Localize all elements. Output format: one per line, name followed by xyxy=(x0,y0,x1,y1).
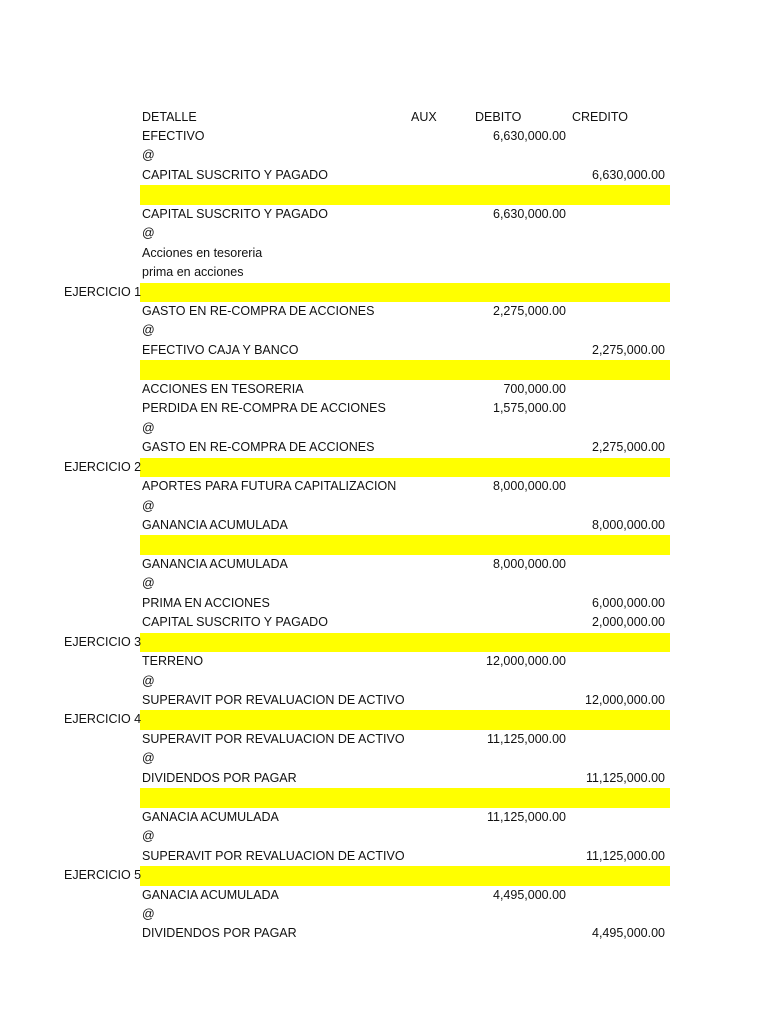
highlight-band xyxy=(140,283,670,303)
journal-row xyxy=(0,263,768,283)
journal-row xyxy=(0,574,768,594)
journal-row xyxy=(0,224,768,244)
account-detail: GASTO EN RE-COMPRA DE ACCIONES xyxy=(142,440,375,455)
journal-row xyxy=(0,302,768,322)
highlight-row xyxy=(0,866,768,886)
journal-row xyxy=(0,127,768,147)
account-detail: PRIMA EN ACCIONES xyxy=(142,595,270,610)
journal-row xyxy=(0,516,768,536)
highlight-band xyxy=(140,633,670,653)
credit-amount: 12,000,000.00 xyxy=(585,693,665,707)
highlight-band xyxy=(140,788,670,808)
highlight-row xyxy=(0,788,768,808)
exercise-label: EJERCICIO 1 xyxy=(64,284,142,299)
highlight-row xyxy=(0,283,768,303)
header-debito: DEBITO xyxy=(475,109,522,124)
journal-row xyxy=(0,321,768,341)
journal-row xyxy=(0,730,768,750)
account-detail: SUPERAVIT POR REVALUACION DE ACTIVO xyxy=(142,693,405,707)
account-detail: SUPERAVIT POR REVALUACION DE ACTIVO xyxy=(142,731,405,746)
journal-row xyxy=(0,672,768,692)
credit-amount: 4,495,000.00 xyxy=(592,926,665,941)
account-detail: CAPITAL SUSCRITO Y PAGADO xyxy=(142,167,328,182)
header-row xyxy=(0,108,768,128)
journal-row xyxy=(0,380,768,400)
highlight-band xyxy=(140,535,670,555)
exercise-label: EJERCICIO 4 xyxy=(64,712,142,727)
journal-row xyxy=(0,477,768,497)
exercise-label: EJERCICIO 5 xyxy=(64,868,142,883)
highlight-band xyxy=(140,866,670,886)
account-detail: EFECTIVO CAJA Y BANCO xyxy=(142,342,299,357)
journal-row xyxy=(0,497,768,517)
credit-amount: 6,630,000.00 xyxy=(592,167,665,182)
account-detail: PERDIDA EN RE-COMPRA DE ACCIONES xyxy=(142,401,386,416)
journal-row xyxy=(0,847,768,867)
highlight-row xyxy=(0,633,768,653)
debit-amount: 11,125,000.00 xyxy=(486,809,566,824)
account-detail: GASTO EN RE-COMPRA DE ACCIONES xyxy=(142,304,375,318)
journal-row xyxy=(0,827,768,847)
header-aux: AUX xyxy=(411,109,437,124)
debit-amount: 4,495,000.00 xyxy=(493,887,566,902)
journal-row xyxy=(0,205,768,225)
debit-amount: 6,630,000.00 xyxy=(493,206,566,221)
debit-amount: 700,000.00 xyxy=(503,381,566,396)
account-detail: GANANCIA ACUMULADA xyxy=(142,517,288,532)
journal-row xyxy=(0,808,768,828)
journal-row xyxy=(0,555,768,575)
highlight-row xyxy=(0,185,768,205)
debit-amount: 12,000,000.00 xyxy=(486,654,566,669)
journal-row xyxy=(0,244,768,264)
header-detalle: DETALLE xyxy=(142,109,197,124)
journal-row xyxy=(0,905,768,925)
account-detail: @ xyxy=(142,420,155,435)
credit-amount: 2,000,000.00 xyxy=(592,615,665,630)
highlight-band xyxy=(140,458,670,478)
debit-amount: 8,000,000.00 xyxy=(493,556,566,571)
account-detail: @ xyxy=(142,148,155,163)
journal-row xyxy=(0,341,768,361)
journal-row xyxy=(0,146,768,166)
journal-row xyxy=(0,691,768,711)
credit-amount: 11,125,000.00 xyxy=(585,848,665,863)
credit-amount: 11,125,000.00 xyxy=(585,770,665,785)
account-detail: @ xyxy=(142,751,155,766)
journal-row xyxy=(0,652,768,672)
account-detail: APORTES PARA FUTURA CAPITALIZACION xyxy=(142,479,397,494)
credit-amount: 2,275,000.00 xyxy=(592,342,665,357)
account-detail: GANACIA ACUMULADA xyxy=(142,809,279,824)
journal-row xyxy=(0,613,768,633)
highlight-row xyxy=(0,458,768,478)
journal-row xyxy=(0,594,768,614)
account-detail: GANANCIA ACUMULADA xyxy=(142,556,288,571)
account-detail: CAPITAL SUSCRITO Y PAGADO xyxy=(142,206,328,221)
highlight-row xyxy=(0,710,768,730)
journal-row xyxy=(0,886,768,906)
account-detail: ACCIONES EN TESORERIA xyxy=(142,381,304,396)
account-detail: @ xyxy=(142,673,155,688)
account-detail: Acciones en tesoreria xyxy=(142,245,263,260)
account-detail: @ xyxy=(142,226,155,241)
debit-amount: 1,575,000.00 xyxy=(493,401,566,416)
debit-amount: 11,125,000.00 xyxy=(486,731,566,746)
credit-amount: 8,000,000.00 xyxy=(592,517,665,532)
account-detail: SUPERAVIT POR REVALUACION DE ACTIVO xyxy=(142,848,405,863)
highlight-row xyxy=(0,360,768,380)
journal-row xyxy=(0,438,768,458)
header-credito: CREDITO xyxy=(572,109,629,124)
account-detail: @ xyxy=(142,829,155,844)
debit-amount: 6,630,000.00 xyxy=(493,128,566,143)
account-detail: @ xyxy=(142,576,155,591)
account-detail: prima en acciones xyxy=(142,265,244,280)
exercise-label: EJERCICIO 3 xyxy=(64,634,142,649)
account-detail: CAPITAL SUSCRITO Y PAGADO xyxy=(142,615,328,630)
journal-row xyxy=(0,419,768,439)
highlight-row xyxy=(0,535,768,555)
highlight-band xyxy=(140,710,670,730)
account-detail: @ xyxy=(142,498,155,513)
highlight-band xyxy=(140,360,670,380)
journal-row xyxy=(0,769,768,789)
debit-amount: 2,275,000.00 xyxy=(493,304,566,318)
journal-row xyxy=(0,166,768,186)
journal-row xyxy=(0,399,768,419)
account-detail: DIVIDENDOS POR PAGAR xyxy=(142,926,297,941)
credit-amount: 6,000,000.00 xyxy=(592,595,665,610)
account-detail: GANACIA ACUMULADA xyxy=(142,887,279,902)
exercise-label: EJERCICIO 2 xyxy=(64,459,142,474)
account-detail: DIVIDENDOS POR PAGAR xyxy=(142,770,297,785)
account-detail: TERRENO xyxy=(142,654,204,669)
journal-row xyxy=(0,749,768,769)
account-detail: @ xyxy=(142,906,155,921)
journal-row xyxy=(0,924,768,944)
debit-amount: 8,000,000.00 xyxy=(493,479,566,494)
highlight-band xyxy=(140,185,670,205)
account-detail: EFECTIVO xyxy=(142,128,205,143)
account-detail: @ xyxy=(142,323,155,338)
credit-amount: 2,275,000.00 xyxy=(592,440,665,455)
